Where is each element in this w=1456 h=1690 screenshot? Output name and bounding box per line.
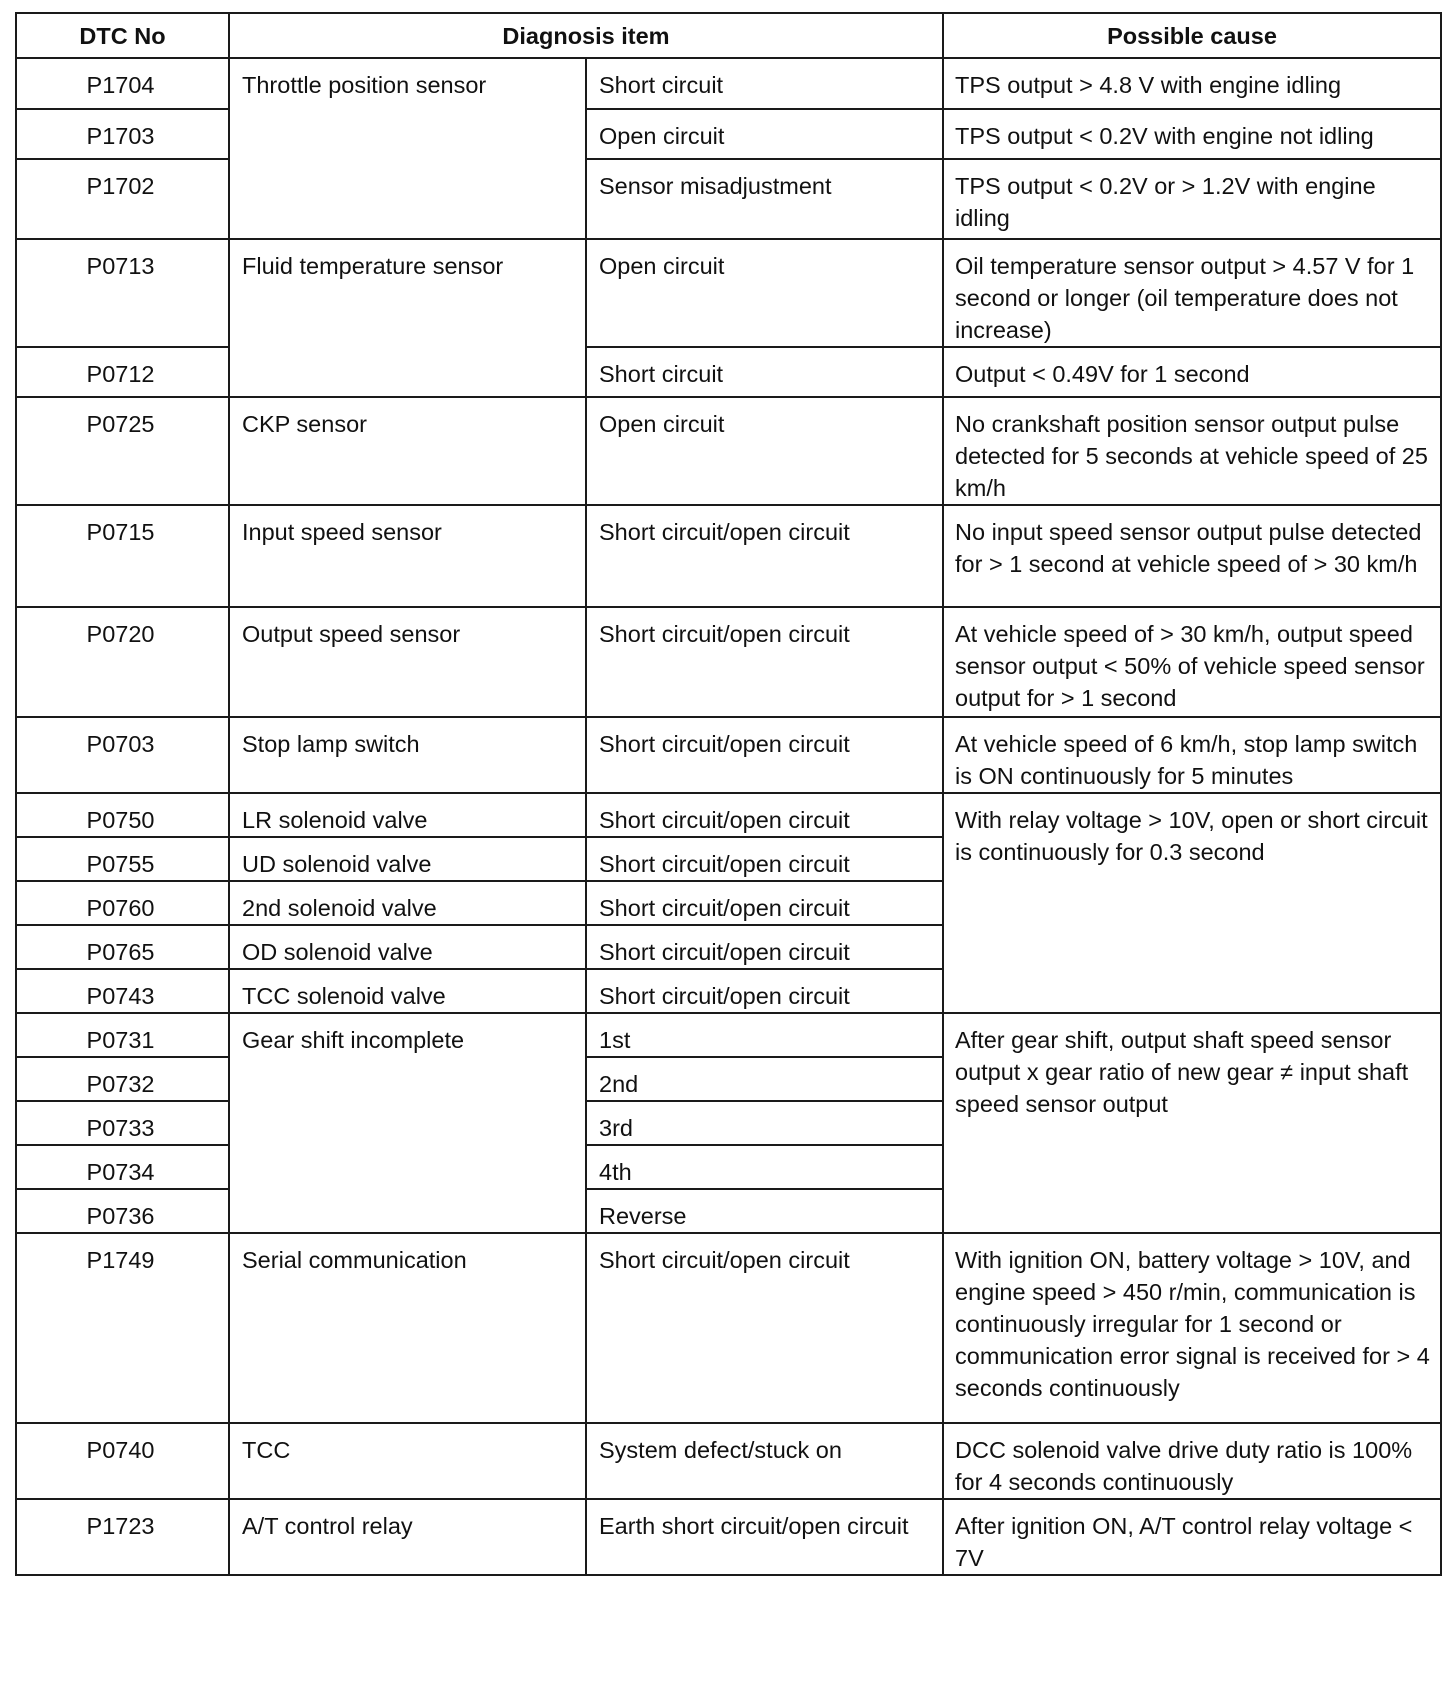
dtc-code: P0755 [16,837,229,881]
diagnosis-item: 2nd solenoid valve [229,881,586,925]
dtc-code: P0734 [16,1145,229,1189]
diagnosis-item: Fluid temperature sensor [229,239,586,397]
table-row [16,397,1441,505]
possible-cause: After gear shift, output shaft speed sensor output x gear ratio of new gear ≠ input shaft speed sensor output [943,1013,1441,1233]
fault-type: 4th [586,1145,943,1189]
fault-type: Open circuit [586,397,943,505]
dtc-code: P0712 [16,347,229,397]
diagnosis-item: UD solenoid valve [229,837,586,881]
table-row [16,239,1441,347]
possible-cause: TPS output > 4.8 V with engine idling [943,58,1441,109]
fault-type: Open circuit [586,239,943,347]
fault-type: Reverse [586,1189,943,1233]
fault-type: Short circuit/open circuit [586,1233,943,1423]
table-row [16,717,1441,793]
dtc-code: P0731 [16,1013,229,1057]
dtc-code: P1702 [16,159,229,239]
possible-cause: At vehicle speed of 6 km/h, stop lamp switch is ON continuously for 5 minutes [943,717,1441,793]
table-row [16,1233,1441,1423]
possible-cause: Output < 0.49V for 1 second [943,347,1441,397]
fault-type: 3rd [586,1101,943,1145]
possible-cause: With relay voltage > 10V, open or short circuit is continuously for 0.3 second [943,793,1441,1013]
dtc-code: P0765 [16,925,229,969]
diagnosis-item: Stop lamp switch [229,717,586,793]
fault-type: Sensor misadjustment [586,159,943,239]
fault-type: Earth short circuit/open circuit [586,1499,943,1575]
diagnosis-item: OD solenoid valve [229,925,586,969]
dtc-code: P0733 [16,1101,229,1145]
fault-type: Short circuit/open circuit [586,837,943,881]
diagnosis-item: Serial communication [229,1233,586,1423]
diagnosis-item: A/T control relay [229,1499,586,1575]
table-row [16,1013,1441,1057]
table-row [16,793,1441,837]
header-diagnosis-item: Diagnosis item [229,13,943,58]
dtc-code: P0732 [16,1057,229,1101]
possible-cause: No crankshaft position sensor output pulse detected for 5 seconds at vehicle speed of 25 km/h [943,397,1441,505]
fault-type: Short circuit/open circuit [586,607,943,717]
dtc-code: P0715 [16,505,229,607]
possible-cause: TPS output < 0.2V with engine not idling [943,109,1441,159]
diagnosis-item: Throttle position sensor [229,58,586,239]
possible-cause: Oil temperature sensor output > 4.57 V for 1 second or longer (oil temperature does not increase) [943,239,1441,347]
fault-type: Short circuit [586,347,943,397]
fault-type: Short circuit/open circuit [586,881,943,925]
dtc-code: P1704 [16,58,229,109]
diagnosis-item: LR solenoid valve [229,793,586,837]
fault-type: Short circuit/open circuit [586,717,943,793]
table-row [16,505,1441,607]
diagnosis-item: TCC solenoid valve [229,969,586,1013]
table-row [16,58,1441,109]
fault-type: Short circuit/open circuit [586,925,943,969]
fault-type: Short circuit [586,58,943,109]
possible-cause: With ignition ON, battery voltage > 10V, and engine speed > 450 r/min, communication is continuously irregular for 1 second or communication error signal is received for > 4 seconds continuously [943,1233,1441,1423]
fault-type: Short circuit/open circuit [586,793,943,837]
possible-cause: TPS output < 0.2V or > 1.2V with engine idling [943,159,1441,239]
possible-cause: After ignition ON, A/T control relay voltage < 7V [943,1499,1441,1575]
table-row [16,1499,1441,1575]
dtc-code: P0736 [16,1189,229,1233]
possible-cause: No input speed sensor output pulse detected for > 1 second at vehicle speed of > 30 km/h [943,505,1441,607]
table-row [16,1423,1441,1499]
dtc-code: P1723 [16,1499,229,1575]
fault-type: 2nd [586,1057,943,1101]
fault-type: Open circuit [586,109,943,159]
dtc-code: P0743 [16,969,229,1013]
diagnosis-item: CKP sensor [229,397,586,505]
dtc-table [15,12,1442,1576]
header-dtc-no: DTC No [16,13,229,58]
fault-type: Short circuit/open circuit [586,505,943,607]
diagnosis-item: Output speed sensor [229,607,586,717]
dtc-code: P0720 [16,607,229,717]
dtc-code: P0760 [16,881,229,925]
dtc-code: P0740 [16,1423,229,1499]
dtc-code: P1703 [16,109,229,159]
diagnosis-item: Gear shift incomplete [229,1013,586,1233]
dtc-code: P0750 [16,793,229,837]
dtc-code: P1749 [16,1233,229,1423]
fault-type: 1st [586,1013,943,1057]
diagnosis-item: TCC [229,1423,586,1499]
possible-cause: At vehicle speed of > 30 km/h, output speed sensor output < 50% of vehicle speed sensor output for > 1 second [943,607,1441,717]
header-row [16,13,1441,58]
table-row [16,607,1441,717]
possible-cause: DCC solenoid valve drive duty ratio is 100% for 4 seconds continuously [943,1423,1441,1499]
fault-type: Short circuit/open circuit [586,969,943,1013]
dtc-code: P0713 [16,239,229,347]
fault-type: System defect/stuck on [586,1423,943,1499]
dtc-code: P0703 [16,717,229,793]
dtc-code: P0725 [16,397,229,505]
diagnosis-item: Input speed sensor [229,505,586,607]
header-possible-cause: Possible cause [943,13,1441,58]
